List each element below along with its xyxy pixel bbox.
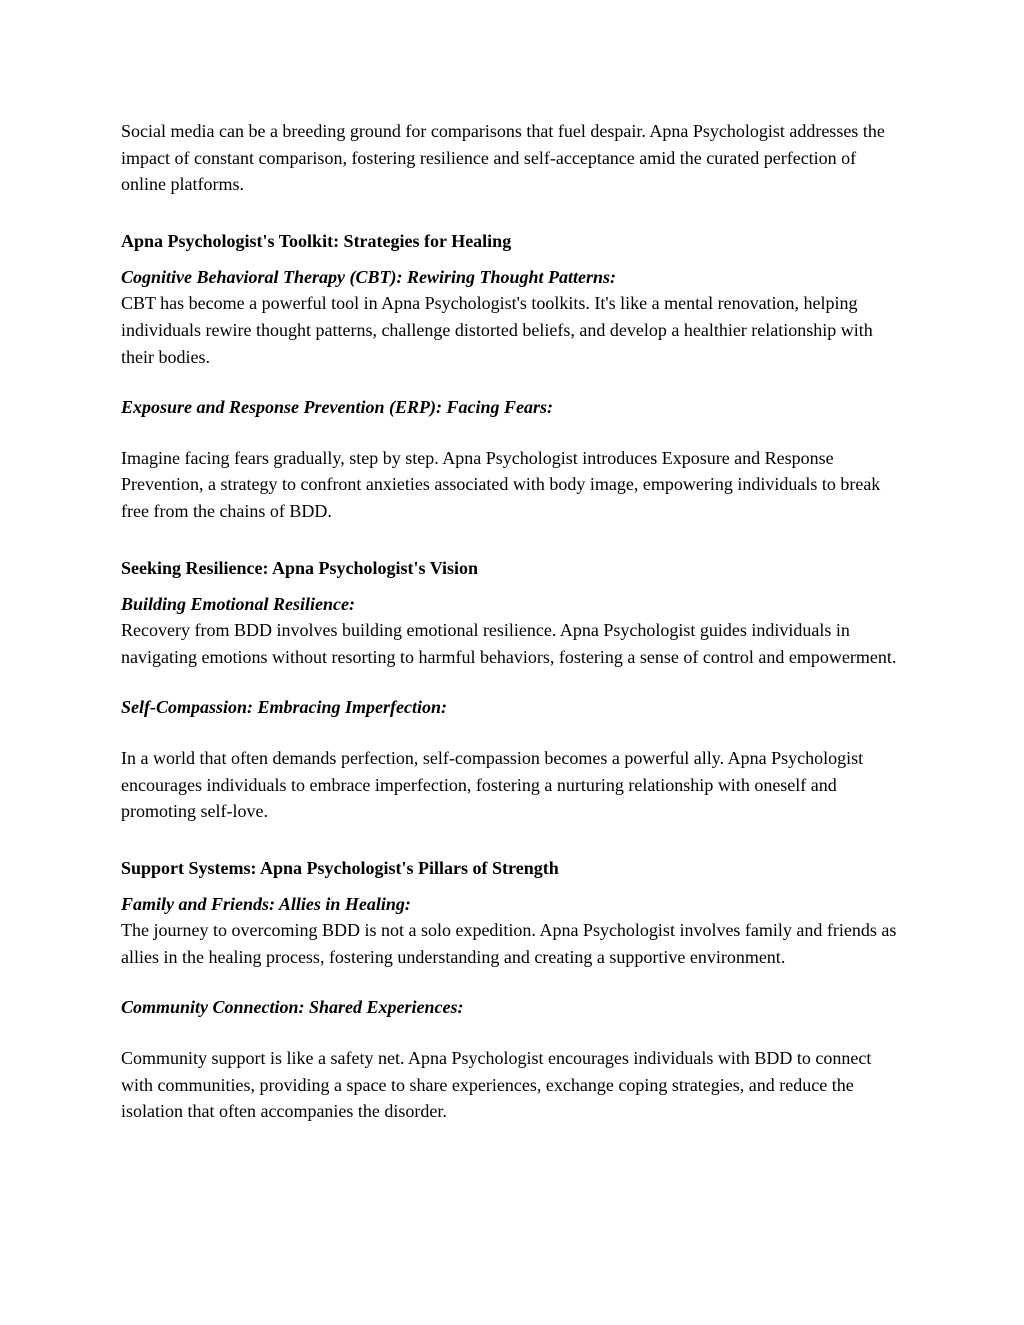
subsection-title-family-friends: Family and Friends: Allies in Healing: (121, 893, 411, 914)
section-heading-toolkit: Apna Psychologist's Toolkit: Strategies for Healing (121, 230, 512, 251)
subsection-body-emotional-resilience: Recovery from BDD involves building emotional resilience. Apna Psychologist guides individuals in navigating emotions without resorting to harmful behaviors, fostering a sense of control and empowerment. (121, 620, 897, 667)
subsection-body-family-friends: The journey to overcoming BDD is not a solo expedition. Apna Psychologist involves family and friends as allies in the healing process, fostering understanding and creating a supportive environment. (121, 920, 897, 967)
section-heading-resilience: Seeking Resilience: Apna Psychologist's Vision (121, 557, 479, 578)
subsection-title-emotional-resilience: Building Emotional Resilience: (121, 593, 356, 614)
subsection-title-community: Community Connection: Shared Experiences: (121, 997, 464, 1018)
subsection-title-erp: Exposure and Response Prevention (ERP): Facing Fears: (121, 397, 554, 418)
subsection-title-cbt: Cognitive Behavioral Therapy (CBT): Rewiring Thought Patterns: (121, 266, 617, 287)
intro-paragraph: Social media can be a breeding ground for comparisons that fuel despair. Apna Psychologist addresses the impact of constant comparison, fostering resilience and self-acceptance amid the curated perfection of online platforms. (121, 121, 885, 195)
subsection-body-erp: Imagine facing fears gradually, step by step. Apna Psychologist introduces Exposure and Response Prevention, a strategy to confront anxieties associated with body image, empowering individuals to break free from the chains of BDD. (121, 447, 881, 521)
subsection-body-community: Community support is like a safety net. Apna Psychologist encourages individuals with BDD to connect with communities, providing a space to share experiences, exchange coping strategies, and reduce the isolation that often accompanies the disorder. (121, 1048, 872, 1122)
subsection-title-self-compassion: Self-Compassion: Embracing Imperfection: (121, 697, 448, 718)
section-heading-support-systems: Support Systems: Apna Psychologist's Pillars of Strength (121, 857, 559, 878)
document-page (121, 118, 901, 1125)
subsection-body-self-compassion: In a world that often demands perfection, self-compassion becomes a powerful ally. Apna Psychologist encourages individuals to embrace imperfection, fostering a nurturing relationship with oneself and promoting self-love. (121, 747, 864, 822)
subsection-body-cbt: CBT has become a powerful tool in Apna Psychologist's toolkits. It's like a mental renovation, helping individuals rewire thought patterns, challenge distorted beliefs, and develop a healthier relationship with their bodies. (121, 293, 873, 367)
